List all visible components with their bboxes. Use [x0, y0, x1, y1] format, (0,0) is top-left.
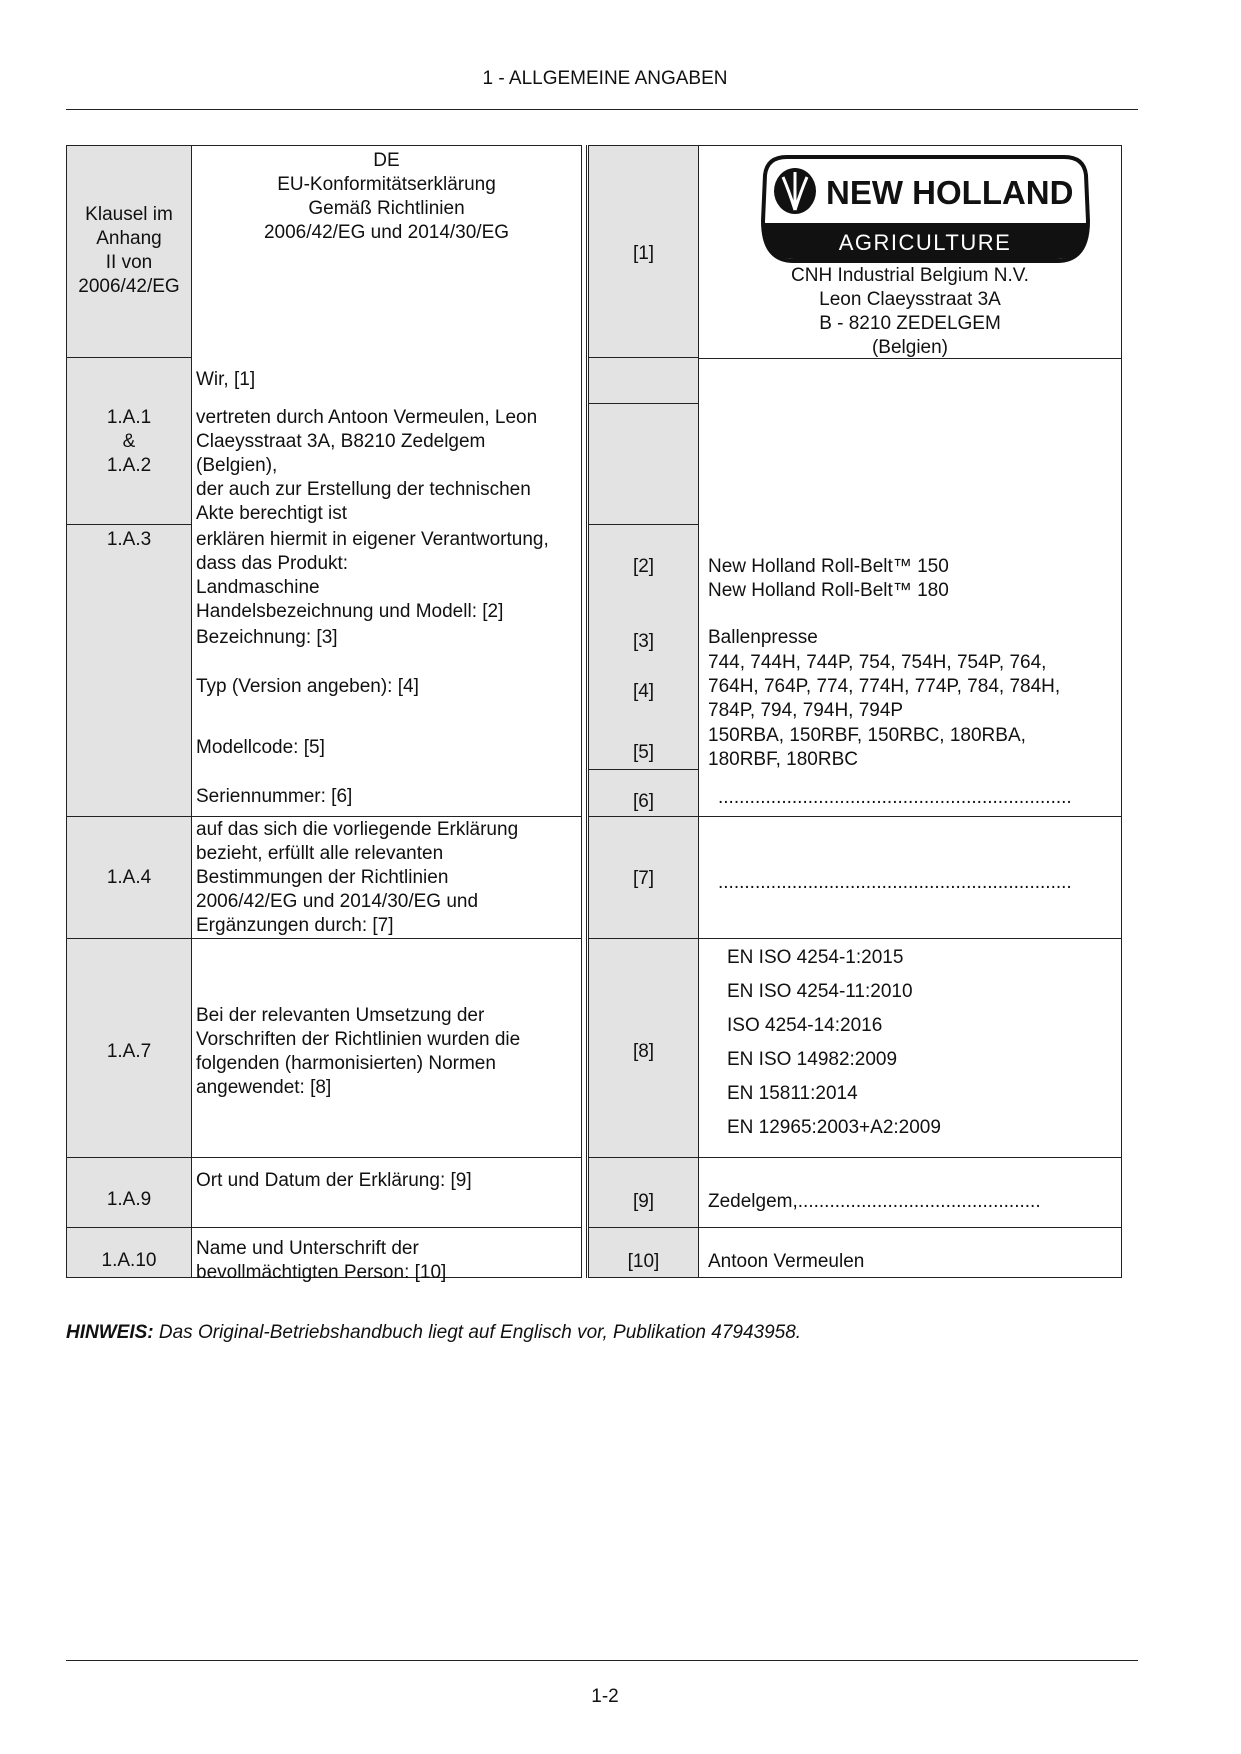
- note-label: HINWEIS:: [66, 1322, 154, 1343]
- value-2: New Holland Roll-Belt™ 150 New Holland Roll-Belt™ 180: [708, 556, 949, 601]
- clause-header: Klausel im Anhang II von 2006/42/EG: [78, 204, 180, 297]
- row-divider: [698, 816, 1121, 817]
- footer-rule: [66, 1660, 1138, 1661]
- row-divider: [191, 816, 581, 817]
- ref-2: [2]: [632, 556, 655, 577]
- ref-9: [9]: [632, 1191, 655, 1212]
- clause-1a3: 1.A.3: [106, 529, 152, 550]
- declaration-title: DE EU-Konformitätserklärung Gemäß Richtlinien 2006/42/EG und 2014/30/EG: [263, 150, 510, 243]
- row-typ-text: Typ (Version angeben): [4]: [196, 676, 419, 697]
- row-1a7-text: Bei der relevanten Umsetzung der Vorschriften der Richtlinien wurden die folgenden (harmonisierten) Normen angewendet: [8]: [196, 1005, 521, 1098]
- standard-item: ISO 4254-14:2016: [727, 1015, 883, 1036]
- standard-item: EN 15811:2014: [727, 1083, 858, 1104]
- row-1a10-text: Name und Unterschrift der bevollmächtigten Person: [10]: [196, 1238, 447, 1283]
- row-1a4-text: auf das sich die vorliegende Erklärung bezieht, erfüllt alle relevanten Bestimmungen der Richtlinien 2006/42/EG und 2014/30/EG und Ergänzungen durch: [7]: [196, 819, 519, 936]
- row-seriennummer-text: Seriennummer: [6]: [196, 786, 353, 807]
- standard-item: EN ISO 14982:2009: [727, 1049, 898, 1070]
- manufacturer-address: CNH Industrial Belgium N.V. Leon Claeysstraat 3A B - 8210 ZEDELGEM (Belgien): [791, 265, 1029, 358]
- ref-1: [1]: [632, 243, 655, 264]
- ref-5: [5]: [632, 742, 655, 763]
- value-5: 150RBA, 150RBF, 150RBC, 180RBA, 180RBF, 180RBC: [708, 725, 1026, 770]
- ref-cell-empty-b: [588, 403, 699, 525]
- row-1a9-text: Ort und Datum der Erklärung: [9]: [196, 1170, 472, 1191]
- ref-cell-empty-a: [588, 357, 699, 404]
- page-number: 1-2: [591, 1686, 619, 1707]
- row-divider: [698, 1157, 1121, 1158]
- row-divider: [698, 1227, 1121, 1228]
- row-1a3-text: erklären hiermit in eigener Verantwortung, dass das Produkt: Landmaschine Handelsbezeichnung und Modell: [2]: [196, 529, 549, 622]
- row-1a1-text: vertreten durch Antoon Vermeulen, Leon Claeysstraat 3A, B8210 Zedelgem (Belgien), der auch zur Erstellung der technischen Akte berechtigt ist: [196, 407, 538, 524]
- note-text: Das Original-Betriebshandbuch liegt auf Englisch vor, Publikation 47943958.: [153, 1322, 802, 1343]
- new-holland-logo: [757, 153, 1094, 264]
- ref-4: [4]: [632, 681, 655, 702]
- clause-1a10: 1.A.10: [101, 1250, 157, 1271]
- row-wir-text: Wir, [1]: [196, 369, 256, 390]
- header-rule: [66, 109, 1138, 110]
- value-3: Ballenpresse: [708, 627, 818, 648]
- ref-6: [6]: [632, 791, 655, 812]
- text-column: [191, 145, 582, 1278]
- value-7: ...................................................................: [718, 872, 1072, 893]
- ref-7: [7]: [632, 868, 655, 889]
- standard-item: EN ISO 4254-11:2010: [727, 981, 913, 1002]
- value-10: Antoon Vermeulen: [708, 1251, 865, 1272]
- row-modellcode-text: Modellcode: [5]: [196, 737, 325, 758]
- value-9: Zedelgem,..............................................: [708, 1191, 1041, 1212]
- row-divider: [191, 1227, 581, 1228]
- standard-item: EN 12965:2003+A2:2009: [727, 1117, 941, 1138]
- clause-cell-1a3: [66, 524, 192, 817]
- ref-10: [10]: [627, 1251, 660, 1272]
- row-divider: [698, 938, 1121, 939]
- logo-brand-text: NEW HOLLAND: [826, 174, 1074, 211]
- value-4: 744, 744H, 744P, 754, 754H, 754P, 764, 764H, 764P, 774, 774H, 774P, 784, 784H, 784P, 794, 794H, 794P: [708, 652, 1061, 721]
- standard-item: EN ISO 4254-1:2015: [727, 947, 904, 968]
- clause-1a9: 1.A.9: [106, 1189, 152, 1210]
- clause-1a4: 1.A.4: [106, 867, 152, 888]
- value-6: ...................................................................: [718, 787, 1072, 808]
- leaf-emblem-icon: [774, 168, 816, 214]
- note: [66, 1322, 801, 1344]
- clause-1a1: 1.A.1 & 1.A.2: [106, 407, 152, 476]
- logo-sub-text: AGRICULTURE: [838, 230, 1012, 255]
- column-gap-line: [586, 145, 587, 1278]
- row-divider: [191, 938, 581, 939]
- ref-3: [3]: [632, 631, 655, 652]
- row-divider: [191, 1157, 581, 1158]
- row-bezeichnung-text: Bezeichnung: [3]: [196, 627, 338, 648]
- clause-1a7: 1.A.7: [106, 1041, 152, 1062]
- ref-8: [8]: [632, 1041, 655, 1062]
- page-header: 1 - ALLGEMEINE ANGABEN: [482, 68, 728, 89]
